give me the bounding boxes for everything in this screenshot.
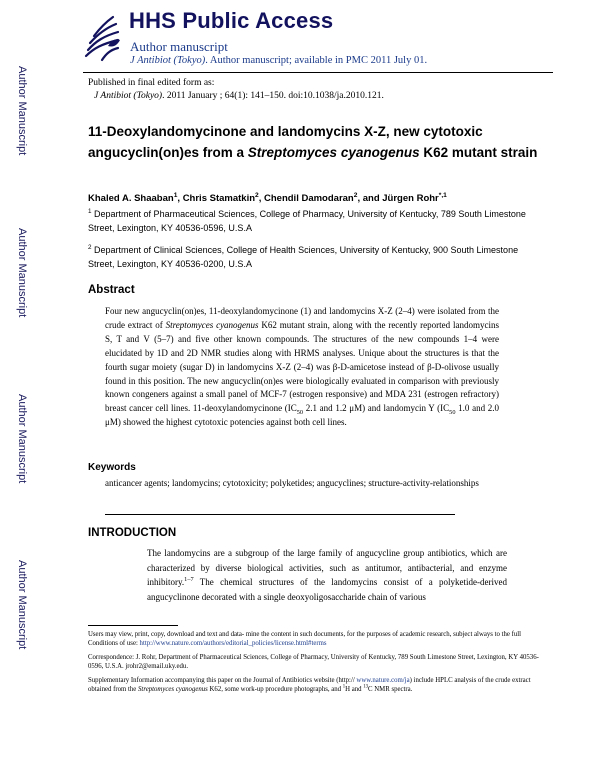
author-affiliation-marker: *,1 (438, 191, 447, 199)
terms-text: Users may view, print, copy, download and text and data- mine the content in such documents, for the purposes of academic research, subject always to the full Conditions of use: (88, 631, 522, 647)
isotope-superscript: 13 (363, 684, 369, 690)
supp-text: K62, some work-up procedure photographs, and (207, 686, 343, 693)
left-margin-sidebar (0, 0, 40, 776)
hhs-header (80, 10, 550, 68)
citation-journal: J Antibiot (Tokyo) (94, 91, 163, 101)
abstract-text: 2.1 and 1.2 μM) and landomycin Y (IC (303, 403, 450, 414)
author-affiliation-marker: 2 (255, 191, 259, 199)
hhs-brand-title: HHS Public Access (129, 8, 334, 33)
supp-text: C NMR spectra. (368, 686, 413, 693)
isotope-superscript: 1 (342, 684, 346, 690)
abstract-organism: Streptomyces cyanogenus (165, 319, 259, 330)
published-form-label: Published in final edited form as: (88, 78, 215, 88)
citation-text: . 2011 January ; 64(1): 141–150. doi:10.1038/ja.2010.121. (162, 91, 384, 101)
availability-line (130, 55, 427, 66)
title-organism: Streptomyces cyanogenus (247, 145, 420, 160)
affiliation-text: Department of Pharmaceutical Sciences, College of Pharmacy, University of Kentucky, 789 South Limestone Street, Lexington, KY 40536-0596, U.S.A (88, 209, 526, 233)
journal-website-link[interactable]: www.nature.com/ja (356, 677, 410, 684)
reference-marker: 1–7 (184, 576, 194, 583)
publication-info (88, 77, 548, 103)
affiliation-text: Department of Clinical Sciences, College of Health Sciences, University of Kentucky, 900 South Limestone Street, Lexington, KY 40536-0200, U.S.A (88, 245, 519, 269)
sidebar-label: Author Manuscript (16, 394, 28, 484)
abstract-text: K62 mutant strain, along with the recently reported landomycins S, T and V (5–7) and five other known compounds. The structures of the new compounds 1–4 were elucidated by 1D and 2D NMR studies along with HRMS analyses. Unique about the structures is that the fourth sugar moiety (sugar D) in landomycins X-Z (2–4) was β-D-amicetose instead of β-D-olivose usually found in this position. The new angucyclin(on)es were biologically evaluated in comparison with previously known congeners against a small panel of MCF-7 (estrogen responsive) and MDA 231 (estrogen refractory) breast cancer cell lines. 11-deoxylandomycinone (IC (105, 319, 499, 414)
terms-link[interactable]: http://www.nature.com/authors/editorial_policies/license.html#terms (139, 640, 327, 647)
keywords-heading: Keywords (88, 462, 136, 473)
author-list: Khaled A. Shaaban$^1$, Chris Stamatkin$^2$, Chendil Damodaran$^2$, and Jürgen Rohr$^{*,1}$ (88, 191, 447, 204)
ic50-subscript: 50 (296, 409, 304, 417)
affiliation (88, 244, 528, 271)
author-name: Chendil Damodaran (264, 193, 354, 204)
abstract-text: 1.0 and 2.0 μM) showed the highest cytotoxic potencies against both cell lines. (105, 403, 500, 428)
author-name: Khaled A. Shaaban (88, 193, 174, 204)
article-title (88, 121, 538, 163)
affiliation-number: 1 (88, 208, 92, 215)
introduction-heading: INTRODUCTION (88, 527, 177, 539)
footnote-divider (88, 625, 178, 626)
supp-text: ) include HPLC analysis of the crude extract obtained from the (88, 677, 531, 693)
intro-text: The landomycins are a subgroup of the large family of angucycline group antibiotics, which are characterized by diverse biological activities, such as antitumor, antibacterial, and enzyme inhibitory. (147, 548, 507, 587)
sidebar-label: Author Manuscript (16, 228, 28, 318)
author-manuscript-label: Author manuscript (130, 39, 228, 54)
footnotes (88, 630, 548, 699)
intro-text: The chemical structures of the landomycins consist of a polyketide-derived angucyclinone decorated with a single deoxyoligosaccharide chain of various (147, 577, 507, 602)
abstract-text: Four new angucyclin(on)es, 11-deoxylandomycinone (1) and landomycins X-Z (2–4) were isolated from the crude extract of (105, 306, 499, 330)
sidebar-label: Author Manuscript (16, 66, 28, 156)
introduction-body (147, 546, 507, 604)
hhs-eagle-logo-icon (80, 10, 124, 64)
supp-text: Supplementary Information accompanying this paper on the Journal of Antibiotics website (http:// (88, 677, 357, 684)
supp-organism: Streptomyces cyanogenus (138, 686, 208, 693)
title-text: 11-Deoxylandomycinone and landomycins X-Z, new cytotoxic angucyclin(on)es from a (88, 124, 483, 160)
abstract-heading: Abstract (88, 284, 135, 296)
author-name: Chris Stamatkin (182, 193, 256, 204)
header-divider (83, 72, 553, 73)
affiliation-number: 2 (88, 244, 92, 251)
availability-text: . Author manuscript; available in PMC 2011 July 01. (205, 55, 428, 66)
abstract-body (105, 305, 499, 430)
title-text-end: K62 mutant strain (419, 145, 538, 160)
citation-line (88, 90, 548, 103)
journal-name: J Antibiot (Tokyo) (130, 55, 206, 66)
author-affiliation-marker: 1 (173, 191, 178, 199)
author-name: Jürgen Rohr (382, 193, 439, 204)
affiliation (88, 208, 528, 235)
terms-footnote (88, 630, 548, 648)
ic50-subscript: 50 (449, 409, 456, 417)
keywords-divider (105, 514, 455, 515)
author-affiliation-marker: 2 (353, 191, 358, 199)
correspondence-footnote: Correspondence: J. Rohr, Department of Pharmaceutical Sciences, College of Pharmacy, University of Kentucky, 789 South Limestone Street, Lexington, KY 40536-0596, U.S.A. jrohr2@email.uky.edu. (88, 654, 539, 670)
supplementary-footnote (88, 676, 548, 694)
supp-text: H and (345, 686, 364, 693)
keywords-text: anticancer agents; landomycins; cytotoxicity; polyketides; angucyclines; structure-activity-relationships (105, 478, 479, 488)
sidebar-label: Author Manuscript (16, 560, 28, 650)
